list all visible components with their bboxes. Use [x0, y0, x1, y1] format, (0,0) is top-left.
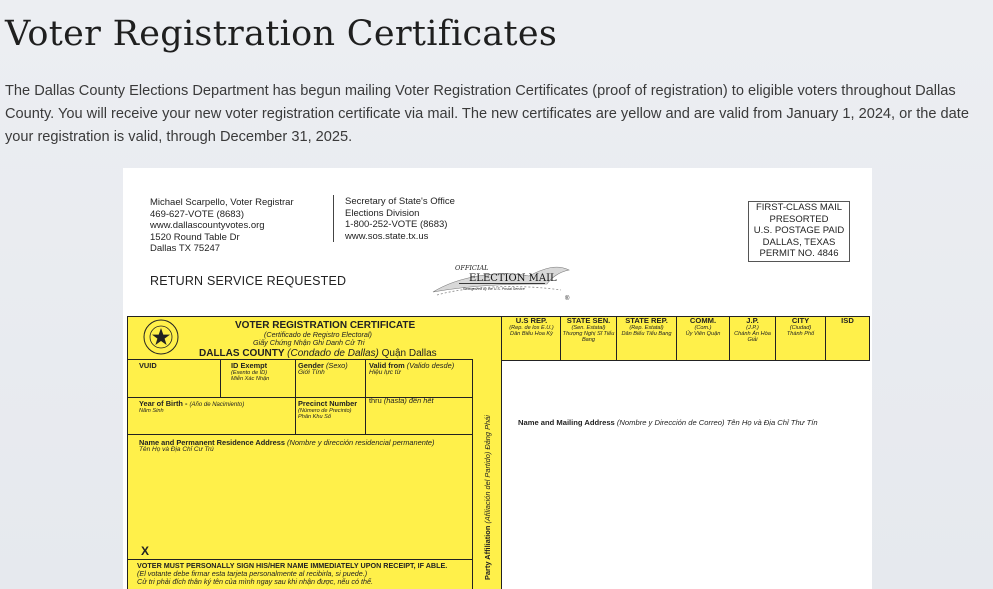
county-vi: Quận Dallas — [381, 348, 437, 359]
district-col-state-sen: STATE SEN. (Sen. Estatal) Thượng Nghị Sĩ Tiểu Bang — [562, 316, 615, 343]
registered-mark: ® — [565, 296, 570, 302]
party-es: (Afiliación del Partido) — [483, 451, 492, 524]
id-exempt-vi: Miễn Xác Nhận — [231, 376, 270, 382]
id-exempt-label: ID Exempt — [231, 361, 268, 370]
sender-line: 1520 Round Table Dr — [150, 231, 240, 243]
border-right — [869, 316, 870, 361]
party-column-line — [472, 359, 473, 589]
signature-x: X — [141, 544, 150, 558]
district-col-us-rep: U.S REP. (Rep. de los E.U.) Dân Biểu Hoa Kỳ — [509, 316, 554, 337]
party-text: Party Affiliation — [483, 525, 492, 580]
party-vi: Đảng Phái — [483, 415, 492, 450]
district-col-jp: J.P. (J.P.) Chánh Án Hòa Giải — [734, 316, 771, 343]
sign-es: (El votante debe firmar esta tarjeta personalmente al recibirla, si puede.) — [137, 569, 368, 579]
sos-line: Elections Division — [345, 207, 420, 219]
official-election-mail-logo — [429, 262, 579, 304]
sender-line: Dallas TX 75247 — [150, 243, 221, 255]
postage-indicia — [748, 201, 850, 262]
mailing-text: Name and Mailing Address — [518, 418, 615, 427]
registrar-address — [150, 197, 294, 255]
col-line-a — [220, 359, 221, 397]
emblem-sub-text: Recognized by the U.S. Postal Service — [463, 287, 525, 291]
row-line-3 — [127, 434, 472, 435]
thru-vi: đến hết — [408, 396, 434, 405]
row-line-1 — [127, 359, 472, 360]
return-service-text: RETURN SERVICE REQUESTED — [150, 274, 347, 288]
mailing-vi: Tên Họ và Địa Chỉ Thư Tín — [726, 418, 818, 427]
yob-text: Year of Birth - — [139, 399, 188, 408]
sos-line: www.sos.state.tx.us — [345, 230, 429, 242]
emblem-top-text: OFFICIAL — [455, 264, 489, 272]
postage-line: FIRST-CLASS MAIL — [755, 202, 843, 213]
texas-seal-icon — [143, 319, 179, 355]
residence-text: Name and Permanent Residence Address — [139, 438, 285, 447]
thru-es: (hasta) — [383, 396, 407, 405]
sender-line: www.dallascountyvotes.org — [150, 220, 265, 232]
postage-line: PERMIT NO. 4846 — [759, 248, 839, 260]
residence-vi: Tên Họ và Địa Chỉ Cư Trú — [139, 446, 214, 453]
sos-address — [345, 196, 455, 242]
valid-from-vi: Hiệu lực từ — [369, 369, 401, 376]
precinct-label: Precinct Number — [298, 399, 358, 408]
district-col-isd: ISD — [841, 316, 854, 325]
thru-text: thru — [369, 396, 382, 405]
border-panel-right — [501, 316, 502, 589]
certificate-title-vi: Giấy Chứng Nhận Ghi Danh Cử Tri — [253, 338, 365, 347]
district-col-city: CITY (Ciudad) Thành Phố — [786, 316, 815, 337]
vuid-label: VUID — [139, 361, 157, 370]
sign-vi: Cử tri phải đích thân ký tên của mình ngay sau khi nhận được, nếu có thể. — [137, 577, 374, 587]
thru-label — [369, 397, 434, 405]
precinct-vi: Phân Khu Số — [298, 414, 331, 420]
border-district-bottom — [502, 360, 870, 361]
certificate-title: VOTER REGISTRATION CERTIFICATE — [235, 320, 416, 331]
party-affiliation-label — [483, 415, 492, 580]
row-line-sign — [127, 559, 472, 560]
sos-line: 1-800-252-VOTE (8683) — [345, 219, 448, 231]
county-es: (Condado de Dallas) — [287, 348, 379, 359]
residence-es: (Nombre y dirección residencial permanente) — [287, 438, 435, 447]
mailing-address-label — [518, 418, 818, 427]
certificate-image — [123, 168, 872, 589]
postage-line: PRESORTED — [769, 213, 829, 225]
postage-line: U.S. POSTAGE PAID — [753, 225, 845, 237]
district-col-state-rep: STATE REP. (Rep. Estatal) Dân Biểu Tiểu Bang — [621, 316, 672, 337]
sender-line: 469-627-VOTE (8683) — [150, 208, 244, 220]
certificate-title-es: (Certificado de Registro Electoral) — [264, 330, 372, 339]
page-title: Voter Registration Certificates — [5, 14, 558, 54]
district-col-comm: COMM. (Com.) Ủy Viên Quận — [685, 316, 721, 337]
emblem-main-text: ELECTION MAIL — [469, 273, 557, 284]
gender-text: Gender — [298, 361, 324, 370]
gender-es: (Sexo) — [325, 361, 348, 370]
mailing-es: (Nombre y Dirección de Correo) — [616, 418, 725, 427]
intro-paragraph: The Dallas County Elections Department has begun mailing Voter Registration Certificates (proof of registration) to eligible voters throughout Dallas County. You will receive your new voter registration certificate via mail. The new certificates are yellow and are valid from January 1, 2024, or the date your registration is valid, through December 31, 2025. — [5, 83, 969, 145]
yob-es: (Año de Nacimiento) — [189, 402, 245, 408]
postage-line: DALLAS, TEXAS — [762, 236, 836, 248]
sos-line: Secretary of State's Office — [345, 196, 455, 207]
col-line-c — [365, 359, 366, 434]
col-line-b — [295, 359, 296, 434]
gender-vi: Giới Tính — [298, 369, 325, 376]
valid-from-text: Valid from — [369, 361, 405, 370]
signature-instructions — [137, 562, 447, 587]
county-line — [199, 348, 437, 359]
address-divider — [333, 195, 334, 242]
id-exempt-es: (Exento de ID) — [231, 370, 268, 376]
border-left — [127, 316, 128, 589]
valid-from-es: (Valido desde) — [406, 361, 455, 370]
precinct-es: (Número de Precinto) — [298, 408, 352, 414]
sender-line: Michael Scarpello, Voter Registrar — [150, 197, 294, 208]
yob-vi: Năm Sinh — [139, 408, 164, 414]
county-name: DALLAS COUNTY — [199, 348, 285, 359]
sign-text: VOTER MUST PERSONALLY SIGN HIS/HER NAME IMMEDIATELY UPON RECEIPT, IF ABLE. — [137, 561, 448, 570]
